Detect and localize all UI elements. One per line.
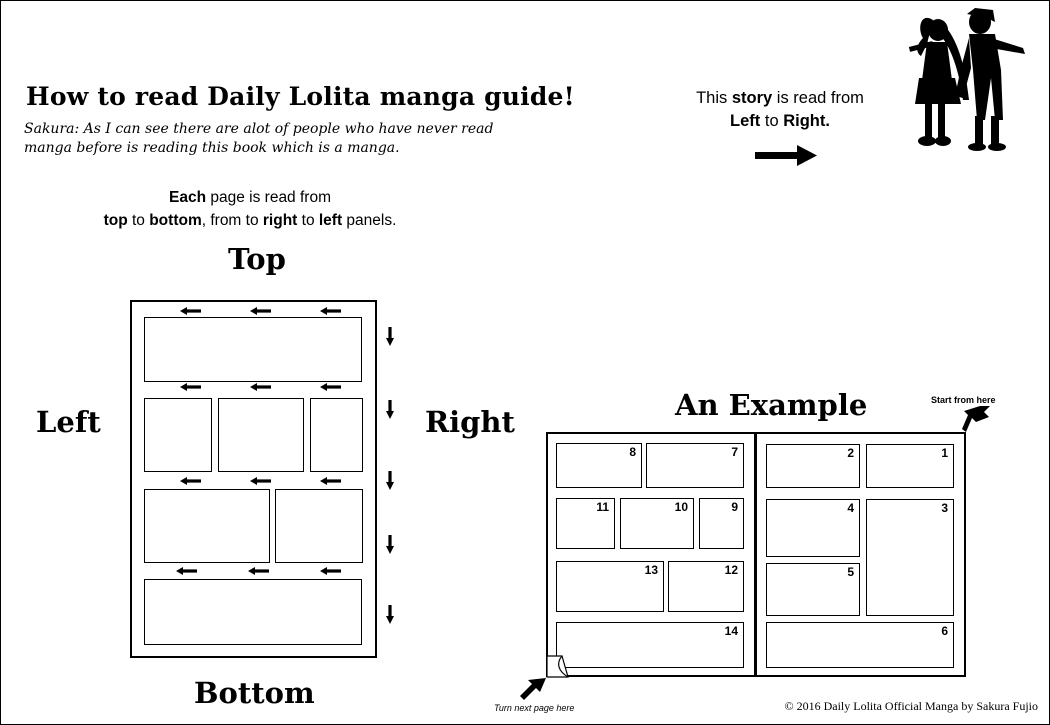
example-panel-7 (646, 443, 744, 488)
example-panel-3 (866, 499, 954, 616)
panel-number: 13 (644, 563, 658, 577)
rule-bottom: bottom (149, 212, 202, 229)
panel-number: 6 (941, 624, 948, 638)
example-panel-9 (699, 498, 744, 549)
turn-next-page-label: Turn next page here (494, 703, 575, 713)
panel-number: 10 (674, 500, 688, 514)
example-panel-8 (556, 443, 642, 488)
example-panel-11 (556, 498, 615, 549)
story-this: This (696, 89, 732, 107)
story-right: Right. (783, 112, 830, 130)
example-panel-6 (766, 622, 954, 668)
story-left: Left (730, 112, 761, 130)
rule-from-to: , from to (201, 212, 263, 229)
story-to: to (760, 112, 784, 130)
rule-to1: to (127, 212, 150, 229)
panel-number: 12 (724, 563, 738, 577)
rule-right: right (262, 212, 298, 229)
example-panel-2 (766, 444, 860, 488)
panel-number: 1 (941, 446, 948, 460)
example-panel-5 (766, 563, 860, 616)
panel-number: 5 (847, 565, 854, 579)
story-word: story (731, 89, 773, 107)
example-panel-1 (866, 444, 954, 488)
rule-to2: to (297, 212, 319, 229)
rule-panels: panels. (342, 212, 397, 229)
example-title: An Example (675, 388, 868, 422)
panel-number: 9 (731, 500, 738, 514)
intro-text: Sakura: As I can see there are alot of people who have never read manga before is reading this book which is a manga. (24, 121, 494, 156)
panel-number: 14 (724, 624, 738, 638)
panel-number: 7 (731, 445, 738, 459)
example-panel-4 (766, 499, 860, 557)
rule-top: top (103, 212, 128, 229)
start-from-here-label: Start from here (931, 395, 996, 405)
example-panel-13 (556, 561, 664, 612)
example-panel-10 (620, 498, 694, 549)
rule-left: left (318, 212, 343, 229)
rule-each: Each (169, 189, 207, 206)
left-label: Left (36, 405, 101, 439)
panel-number: 4 (847, 501, 854, 515)
start-arrow-icon (962, 404, 992, 434)
copyright-text: © 2016 Daily Lolita Official Manga by Sakura Fujio (784, 699, 1038, 713)
page-title: How to read Daily Lolita manga guide! (26, 82, 575, 111)
story-is-read-from: is read from (772, 89, 864, 107)
panel-number: 2 (847, 446, 854, 460)
panel-number: 11 (596, 500, 609, 514)
example-panel-14 (556, 622, 744, 668)
turn-page-arrow-icon (520, 676, 548, 702)
right-label: Right (425, 405, 515, 439)
panel-number: 3 (941, 501, 948, 515)
top-label: Top (228, 242, 286, 276)
example-panel-12 (668, 561, 744, 612)
example-spine (754, 433, 757, 676)
page-curl-icon (546, 655, 570, 679)
panel-number: 8 (629, 445, 636, 459)
rule-page-read-from: page is read from (206, 189, 331, 206)
bottom-label: Bottom (194, 676, 315, 710)
